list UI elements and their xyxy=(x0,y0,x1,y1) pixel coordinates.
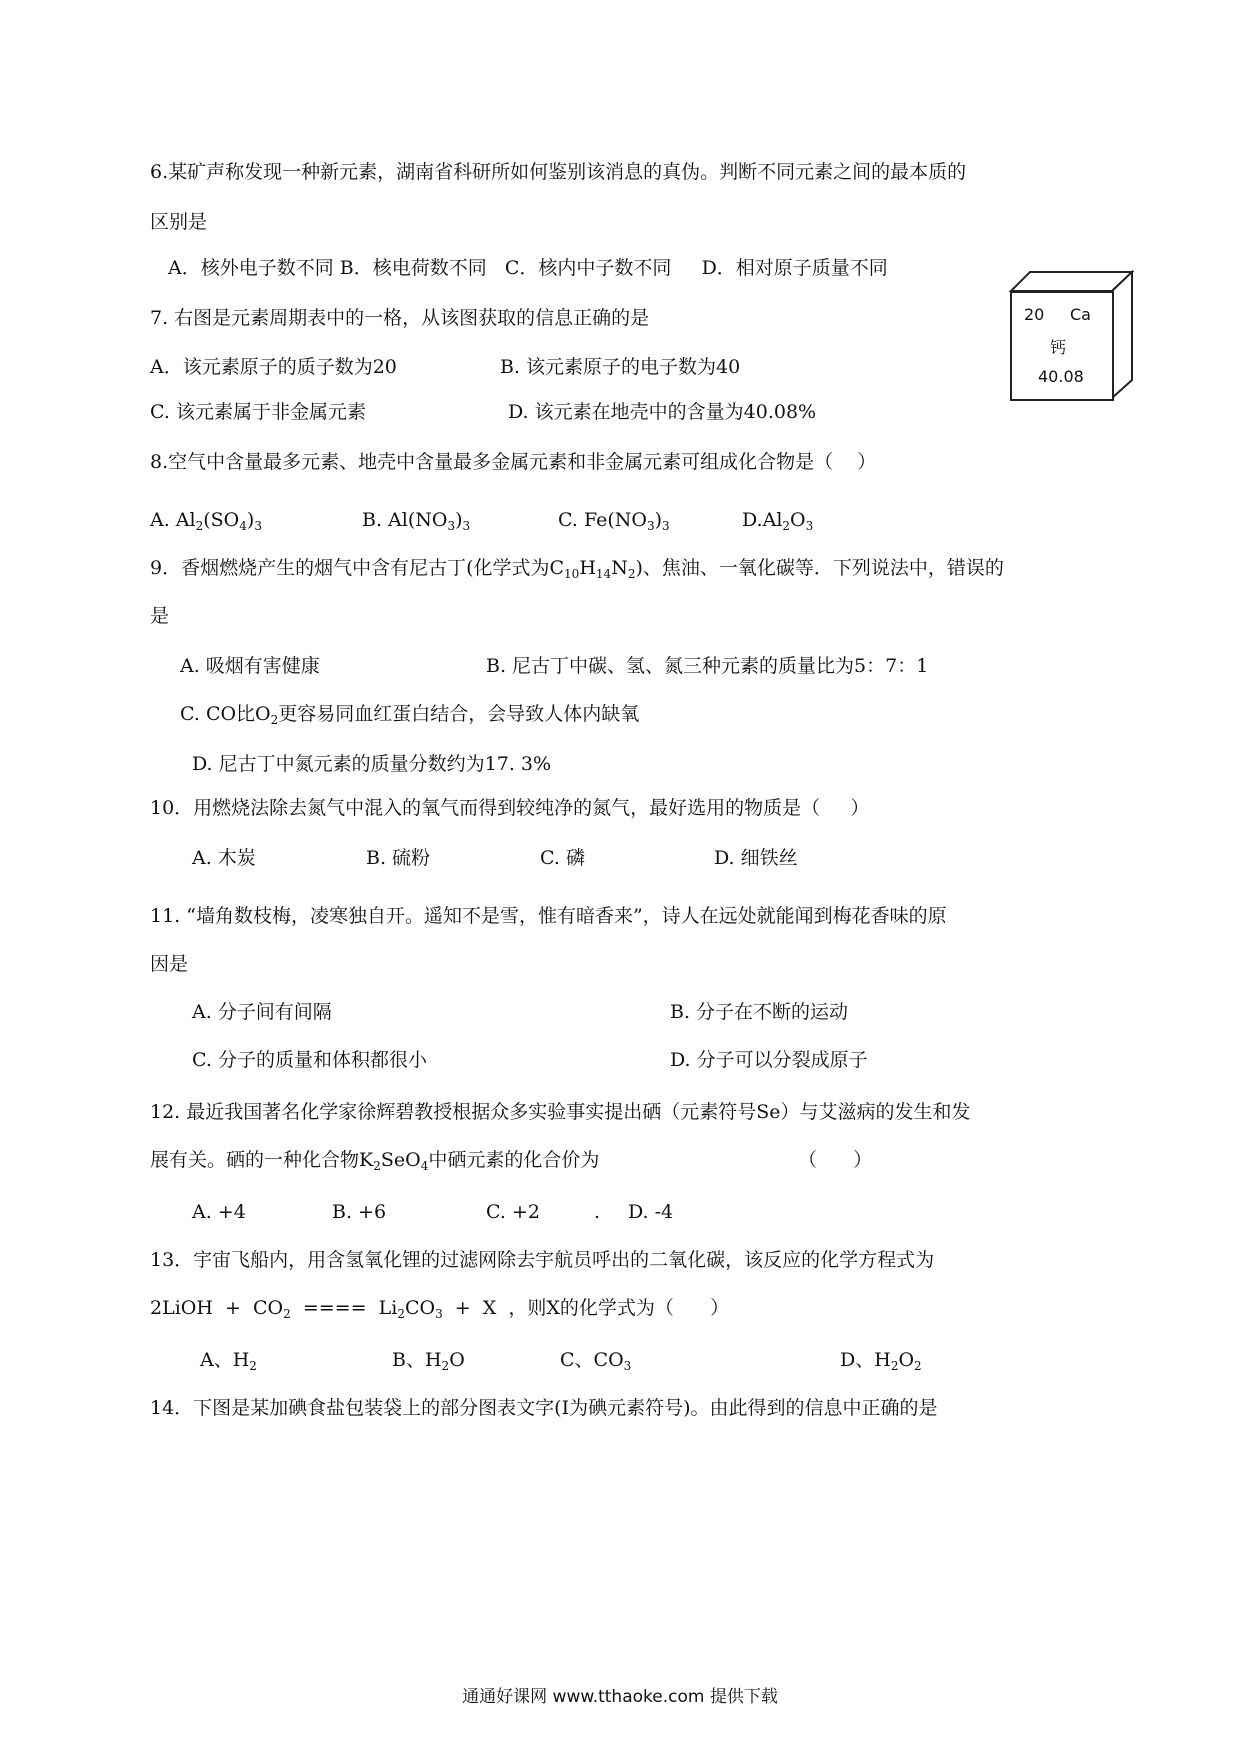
q12-option-a: A. +4 xyxy=(192,1201,246,1223)
q13-option-c: C、$CO_3$ xyxy=(560,1349,632,1373)
element-card-name: 钙 xyxy=(1050,338,1067,357)
q14-stem: 14．下图是某加碘食盐包装袋上的部分图表文字(I为碘元素符号)。由此得到的信息中正确的是 xyxy=(150,1397,938,1419)
q13-stem-line1: 13．宇宙飞船内，用含氢氧化锂的过滤网除去宇航员呼出的二氧化碳，该反应的化学方程式为 xyxy=(150,1249,935,1271)
q7-option-b: B. 该元素原子的电子数为40 xyxy=(500,356,741,378)
q8-option-b: B. $Al(NO_3)_3$ xyxy=(362,509,471,533)
element-card-number: 20 xyxy=(1024,305,1045,324)
q10-option-d: D. 细铁丝 xyxy=(714,847,798,869)
q8-option-d: $D.Al_2O_3$ xyxy=(742,509,814,533)
q9-option-c: C. CO比$O_2$更容易同血红蛋白结合，会导致人体内缺氧 xyxy=(180,703,640,727)
q10-option-c: C. 磷 xyxy=(540,847,585,869)
q8-option-c: C. $Fe(NO_3)_3$ xyxy=(558,509,670,533)
q13-equation: 2LiOH + $CO_2$ ==== $Li_2CO_3 + X$ ，则X的化学式为（ ） xyxy=(150,1297,730,1321)
q13-option-b: B、$H_2O$ xyxy=(392,1349,465,1373)
q11-option-a: A. 分子间有间隔 xyxy=(192,1001,332,1023)
page-footer: 通通好课网 www.tthaoke.com 提供下载 xyxy=(462,1687,778,1707)
q12-stray-dot: . xyxy=(594,1201,601,1223)
q12-option-c: C. +2 xyxy=(486,1201,540,1223)
q11-option-c: C. 分子的质量和体积都很小 xyxy=(192,1049,427,1071)
q6-stem-line2: 区别是 xyxy=(150,211,208,233)
q12-stem-line1: 12. 最近我国著名化学家徐辉碧教授根据众多实验事实提出硒（元素符号Se）与艾滋病的发生和发 xyxy=(150,1101,971,1123)
q7-option-c: C. 该元素属于非金属元素 xyxy=(150,401,366,423)
q12-option-b: B. +6 xyxy=(332,1201,387,1223)
q11-option-b: B. 分子在不断的运动 xyxy=(670,1001,849,1023)
q7-option-d: D. 该元素在地壳中的含量为40.08% xyxy=(508,401,817,423)
element-card-mass: 40.08 xyxy=(1038,367,1084,386)
q11-stem-line1: 11. “墙角数枝梅，凌寒独自开。遥知不是雪，惟有暗香来”，诗人在远处就能闻到梅花香味的原 xyxy=(150,905,947,927)
q13-option-a: A、$H_2$ xyxy=(200,1349,257,1373)
q8-stem: 8.空气中含量最多元素、地壳中含量最多金属元素和非金属元素可组成化合物是（ ） xyxy=(150,451,877,473)
q8-option-a: A. $Al_2(SO_4)_3$ xyxy=(150,509,262,533)
q6-options: A．核外电子数不同 B．核电荷数不同 C．核内中子数不同 D．相对原子质量不同 xyxy=(168,257,888,279)
q12-answer-paren: （ ） xyxy=(798,1149,873,1171)
element-card-symbol: Ca xyxy=(1070,305,1091,324)
q7-stem: 7. 右图是元素周期表中的一格，从该图获取的信息正确的是 xyxy=(150,307,650,329)
q10-option-b: B. 硫粉 xyxy=(366,847,431,869)
q11-option-d: D. 分子可以分裂成原子 xyxy=(670,1049,868,1071)
q9-option-d: D. 尼古丁中氮元素的质量分数约为17. 3% xyxy=(192,753,552,775)
q9-option-b: B. 尼古丁中碳、氢、氮三种元素的质量比为5：7：1 xyxy=(486,655,929,677)
q10-option-a: A. 木炭 xyxy=(192,847,256,869)
q12-option-d: D. -4 xyxy=(628,1201,674,1223)
q7-option-a: A．该元素原子的质子数为20 xyxy=(150,356,397,378)
q13-option-d: D、$H_2O_2$ xyxy=(840,1349,922,1373)
element-card xyxy=(1010,291,1114,401)
q10-stem: 10．用燃烧法除去氮气中混入的氧气而得到较纯净的氮气，最好选用的物质是（ ） xyxy=(150,797,870,819)
q6-stem-line1: 6.某矿声称发现一种新元素，湖南省科研所如何鉴别该消息的真伪。判断不同元素之间的最本质的 xyxy=(150,161,967,183)
q11-stem-line2: 因是 xyxy=(150,953,189,975)
q9-stem-line1: 9．香烟燃烧产生的烟气中含有尼古丁(化学式为$C_{10}H_{14}N_2$)、焦油、一氧化碳等．下列说法中，错误的 xyxy=(150,557,1004,581)
q9-stem-line2: 是 xyxy=(150,605,170,627)
q9-option-a: A. 吸烟有害健康 xyxy=(180,655,320,677)
q12-stem-line2: 展有关。硒的一种化合物$K_2SeO_4$中硒元素的化合价为 xyxy=(150,1149,600,1173)
